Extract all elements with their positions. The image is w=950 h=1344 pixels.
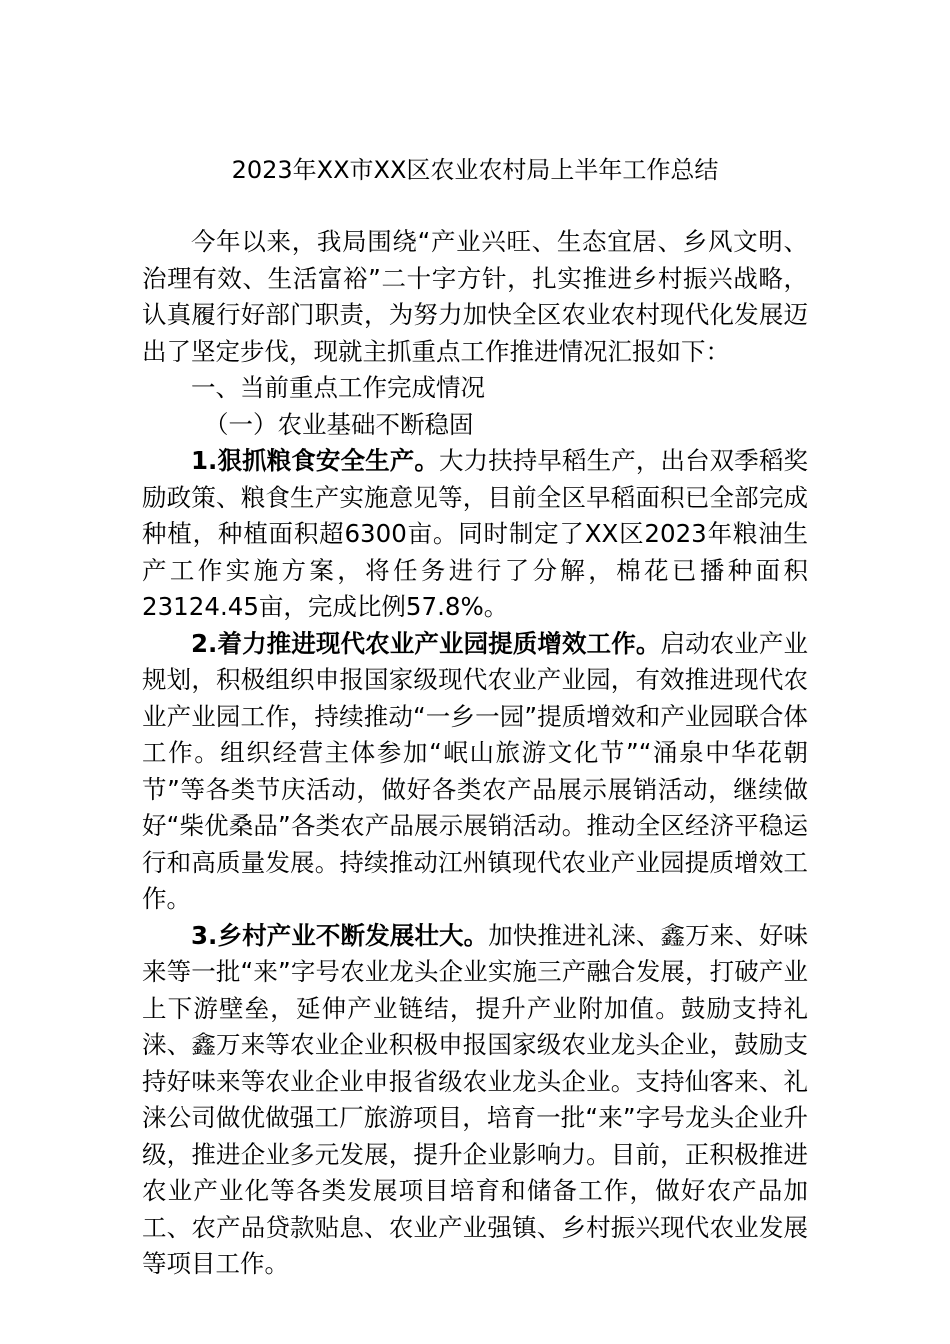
section-heading: 一、当前重点工作完成情况 — [191, 373, 485, 402]
item-lead-2: 2.着力推进现代农业产业园提质增效工作。 — [191, 628, 661, 658]
item-text-2: 启动农业产业规划，积极组织申报国家级现代农业产业园，有效推进现代农业产业园工作，持续推动“一乡一园”提质增效和产业园联合体工作。组织经营主体参加“岷山旅游文化节”“涌泉中华花朝节”等各类节庆活动，做好各类农产品展示展销活动，继续做好“柴优桑品”各类农产品展示展销活动。推动全区经济平稳运行和高质量发展。持续推动江州镇现代农业产业园提质增效工作。 — [142, 628, 809, 913]
item-lead-1: 1.狠抓粮食安全生产。 — [191, 446, 439, 475]
item-paragraph-1 — [142, 443, 808, 626]
document-body — [142, 224, 808, 1283]
subsection-heading: （一）农业基础不断稳固 — [204, 409, 474, 439]
item-lead-3: 3.乡村产业不断发展壮大。 — [191, 920, 489, 950]
item-paragraph-3 — [142, 918, 808, 1283]
item-paragraph-2 — [142, 626, 808, 918]
document-title: 2023年XX市XX区农业农村局上半年工作总结 — [231, 156, 719, 184]
item-text-3: 加快推进礼涞、鑫万来、好味来等一批“来”字号农业龙头企业实施三产融合发展，打破产业上下游壁垒，延伸产业链结，提升产业附加值。鼓励支持礼涞、鑫万来等农业企业积极申报国家级农业龙头企业，鼓励支持好味来等农业企业申报省级农业龙头企业。支持仙客来、礼涞公司做优做强工厂旅游项目，培育一批“来”字号龙头企业升级，推进企业多元发展，提升企业影响力。目前，正积极推进农业产业化等各类发展项目培育和储备工作，做好农产品加工、农产品贷款贴息、农业产业强镇、乡村振兴现代农业发展等项目工作。 — [142, 920, 809, 1278]
intro-paragraph: 今年以来，我局围绕“产业兴旺、生态宜居、乡风文明、治理有效、生活富裕”二十字方针，扎实推进乡村振兴战略，认真履行好部门职责，为努力加快全区农业农村现代化发展迈出了坚定步伐，现就主抓重点工作推进情况汇报如下： — [142, 227, 808, 366]
item-text-1: 大力扶持早稻生产，出台双季稻奖励政策、粮食生产实施意见等，目前全区早稻面积已全部完成种植，种植面积超6300亩。同时制定了XX区2023年粮油生产工作实施方案，将任务进行了分解，棉花已播种面积23124.45亩，完成比例57.8%。 — [142, 446, 809, 621]
